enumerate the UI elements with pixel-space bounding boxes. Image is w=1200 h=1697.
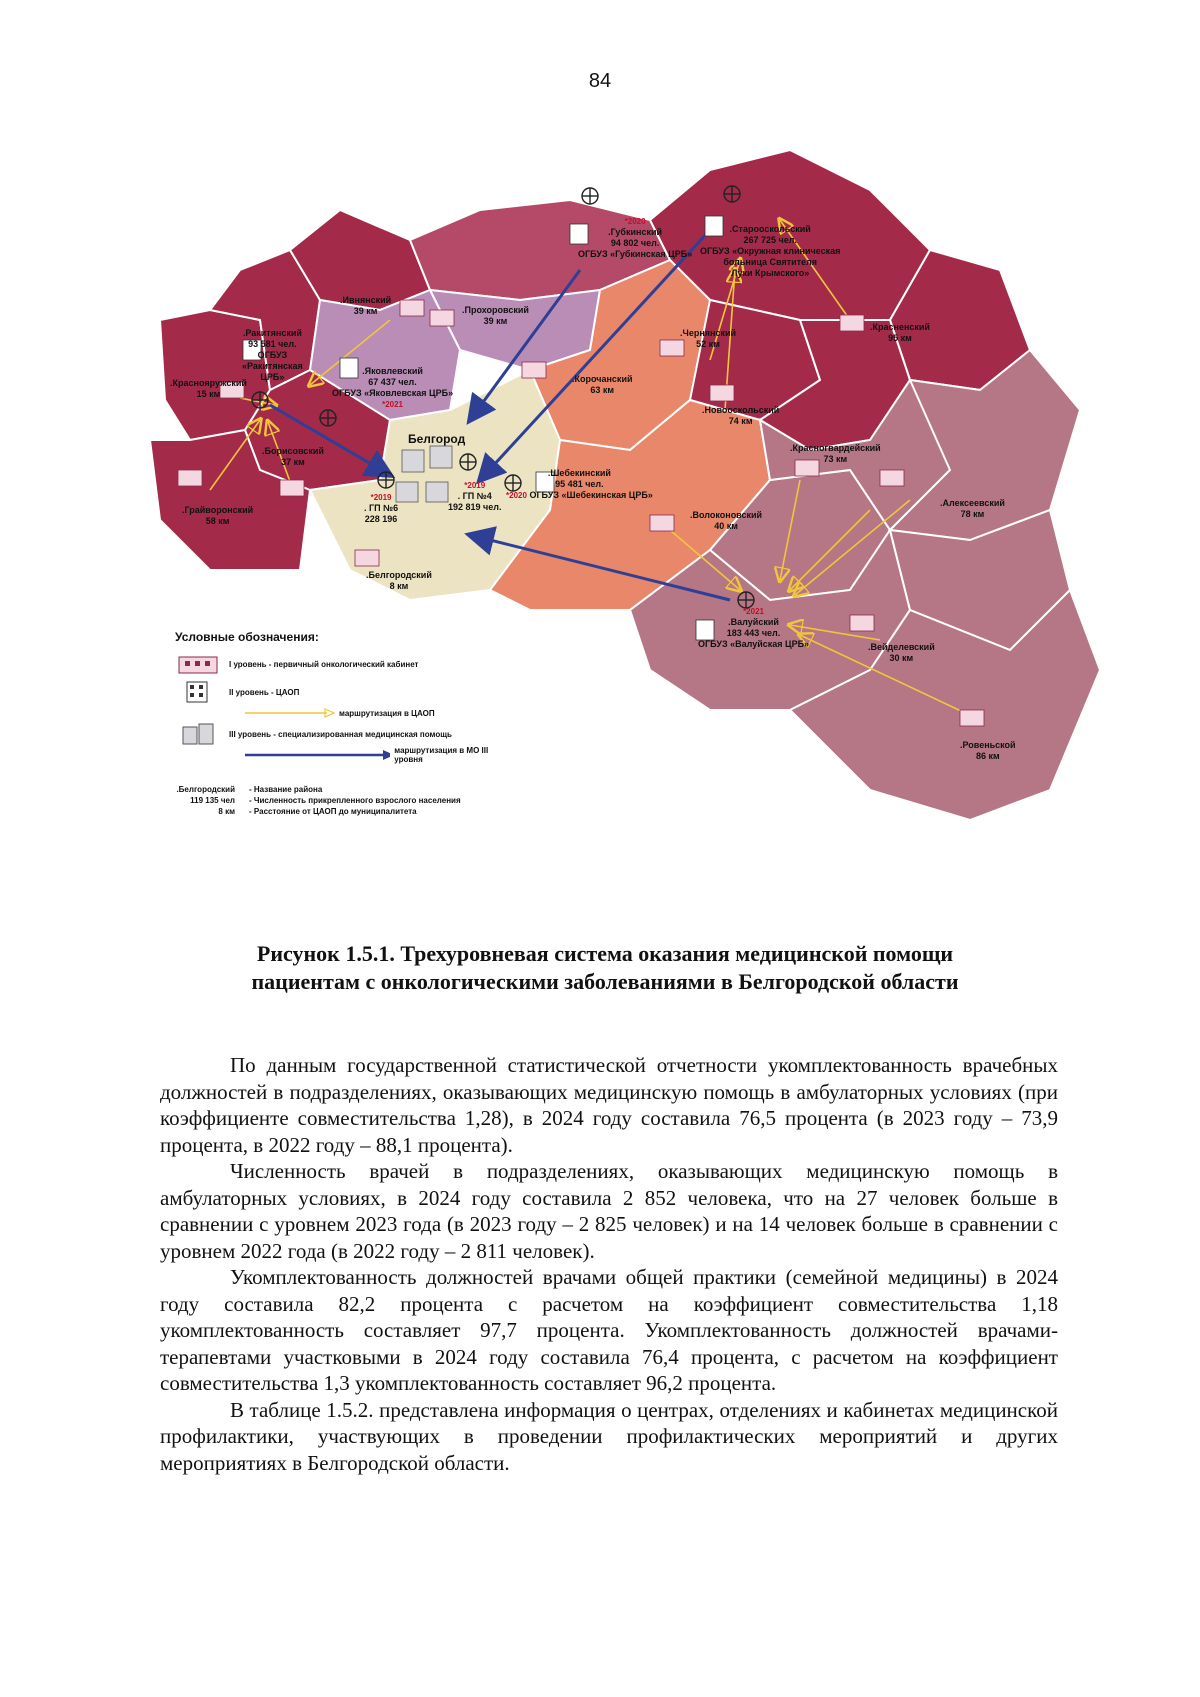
dist-alekseevsky: 78 км bbox=[960, 509, 985, 519]
label-yakovlevsky bbox=[332, 366, 453, 410]
legend-key bbox=[175, 784, 515, 817]
label-korochansky bbox=[572, 374, 633, 396]
label-borisovsky bbox=[262, 446, 324, 468]
name-starooskolsky: .Старооскольский bbox=[729, 224, 811, 234]
pop-shebekinsky: 95 481 чел. bbox=[555, 479, 604, 489]
org-shebekinsky: ОГБУЗ «Шебекинская ЦРБ» bbox=[529, 490, 653, 500]
name-shebekinsky: .Шебекинский bbox=[547, 468, 611, 478]
figure-caption bbox=[150, 940, 1060, 996]
org3-rakityansky: ЦРБ» bbox=[260, 372, 285, 382]
name-gp6: . ГП №6 bbox=[364, 503, 399, 513]
name-borisovsky: .Борисовский bbox=[262, 446, 324, 456]
label-ivnyansky bbox=[340, 295, 391, 317]
label-gp6 bbox=[364, 492, 398, 525]
name-prokhorovsky: .Прохоровский bbox=[462, 305, 529, 315]
legend-level2-row bbox=[175, 678, 515, 706]
caop-building-icon bbox=[175, 681, 221, 703]
dist-grayvoronsky: 58 км bbox=[205, 516, 230, 526]
key-expl-dist: - Расстояние от ЦАОП до муниципалитета bbox=[249, 807, 417, 816]
pop-gp6: 228 196 bbox=[364, 514, 398, 524]
label-belgorod-city bbox=[408, 432, 465, 446]
name-ivnyansky: .Ивнянский bbox=[340, 295, 392, 305]
year-yakovlevsky: *2021 bbox=[382, 400, 403, 409]
name-korochansky: .Корочанский bbox=[572, 374, 633, 384]
body-text bbox=[160, 1052, 1058, 1476]
label-valuysky bbox=[698, 606, 809, 650]
name-rovensky: .Ровеньской bbox=[960, 740, 1016, 750]
blue-arrow-icon bbox=[245, 750, 390, 760]
legend-level3-row bbox=[175, 720, 515, 748]
legend-title: Условные обозначения: bbox=[175, 630, 319, 644]
label-belgorodsky bbox=[366, 570, 432, 592]
caption-line-2: пациентам с онкологическими заболеваниями в Белгородской области bbox=[251, 969, 959, 994]
name-krasnensky: .Красненский bbox=[870, 322, 930, 332]
name-veydelevsky: .Вейделевский bbox=[868, 642, 935, 652]
clinic-icon bbox=[175, 653, 221, 675]
pop-starooskolsky: 267 725 чел. bbox=[743, 235, 797, 245]
org-yakovlevsky: ОГБУЗ «Яковлевская ЦРБ» bbox=[332, 388, 454, 398]
dist-volokonovsky: 40 км bbox=[714, 521, 738, 531]
name-alekseevsky: .Алексеевский bbox=[940, 498, 1005, 508]
org-rakityansky: ОГБУЗ bbox=[257, 350, 288, 360]
dist-ivnyansky: 39 км bbox=[353, 306, 378, 316]
dist-borisovsky: 37 км bbox=[281, 457, 305, 467]
pop-gp4: 192 819 чел. bbox=[448, 502, 502, 512]
city-name: Белгород bbox=[408, 432, 466, 446]
dist-belgorodsky: 8 км bbox=[389, 581, 409, 591]
label-veydelevsky bbox=[868, 642, 935, 664]
dist-veydelevsky: 30 км bbox=[889, 653, 914, 663]
org-gubkinsky: ОГБУЗ «Губкинская ЦРБ» bbox=[578, 249, 693, 259]
legend-route-mo3-label: маршрутизация в МО III уровня bbox=[394, 746, 489, 764]
year-gp4: *2019 bbox=[464, 481, 486, 490]
label-krasnogvardeysky bbox=[790, 443, 881, 465]
label-prokhorovsky bbox=[462, 305, 529, 327]
paragraph: Укомплектованность должностей врачами общей практики (семейной медицины) в 2024 году составила 82,2 процента с расчетом на коэффициент совместительства 1,18 укомплектованность составляет 97,7 процента. Укомплектованность должностей врачами-терапевтами участковыми в 2024 году составила 76,4 процента, с расчетом на коэффициент совместительства 1,3 укомплектованность составляет 96,2 процента. bbox=[160, 1265, 1058, 1395]
label-volokonovsky bbox=[690, 510, 762, 532]
label-gp4 bbox=[448, 480, 501, 513]
legend-route-mo3-row bbox=[245, 748, 515, 762]
label-shebekinsky bbox=[506, 468, 653, 501]
key-example-name: .Белгородский bbox=[176, 785, 235, 794]
pop-valuysky: 183 443 чел. bbox=[726, 628, 781, 638]
name-krasnogvardeysky: .Красногвардейский bbox=[790, 443, 881, 453]
dist-krasnoyaruzhsky: 15 км bbox=[196, 389, 221, 399]
dist-chernyansky: 52 км bbox=[696, 339, 720, 349]
pop-yakovlevsky: 67 437 чел. bbox=[368, 377, 417, 387]
name-belgorodsky: .Белгородский bbox=[366, 570, 432, 580]
legend-level1-label: I уровень - первичный онкологический кабинет bbox=[229, 659, 419, 669]
name-volokonovsky: .Волоконовский bbox=[690, 510, 763, 520]
label-gubkinsky bbox=[578, 216, 692, 260]
year-valuysky: *2021 bbox=[743, 607, 764, 616]
dist-krasnensky: 95 км bbox=[888, 333, 912, 343]
map-legend bbox=[175, 630, 515, 817]
label-novooskolsky bbox=[702, 405, 779, 427]
name-gubkinsky: .Губкинский bbox=[608, 227, 663, 237]
label-krasnoyaruzhsky bbox=[170, 378, 247, 400]
hospital-icon bbox=[175, 723, 221, 745]
dist-novooskolsky: 74 км bbox=[728, 416, 753, 426]
label-grayvoronsky bbox=[182, 505, 253, 527]
org3-starooskolsky: Луки Крымского» bbox=[731, 268, 810, 278]
name-valuysky: .Валуйский bbox=[728, 617, 779, 627]
legend-key-explanation bbox=[249, 784, 461, 817]
legend-route-caop-label: маршрутизация в ЦАОП bbox=[339, 708, 435, 718]
org2-rakityansky: «Ракитянская bbox=[242, 361, 303, 371]
key-example-pop: 119 135 чел bbox=[190, 796, 235, 805]
pop-gubkinsky: 94 802 чел. bbox=[610, 238, 660, 248]
label-rakityansky bbox=[242, 328, 303, 383]
dist-rovensky: 86 км bbox=[975, 751, 1000, 761]
year-gubkinsky: *2020 bbox=[624, 217, 646, 226]
label-alekseevsky bbox=[940, 498, 1005, 520]
pop-rakityansky: 93 581 чел. bbox=[248, 339, 297, 349]
label-krasnensky bbox=[870, 322, 930, 344]
legend-level1-row bbox=[175, 650, 515, 678]
paragraph: Численность врачей в подразделениях, оказывающих медицинскую помощь в амбулаторных условиях, в 2024 году составила 2 852 человека, что на 27 человек больше в сравнении с уровнем 2023 года (в 2023 году – 2 825 человек) и на 14 человек больше в сравнении с уровнем 2022 года (в 2022 году – 2 811 человек). bbox=[160, 1159, 1058, 1263]
label-starooskolsky bbox=[700, 224, 840, 279]
org-valuysky: ОГБУЗ «Валуйская ЦРБ» bbox=[698, 639, 810, 649]
name-grayvoronsky: .Грайворонский bbox=[182, 505, 254, 515]
name-gp4: . ГП №4 bbox=[457, 491, 492, 501]
label-rovensky bbox=[960, 740, 1016, 762]
year-gp6: *2019 bbox=[370, 493, 392, 502]
label-chernyansky bbox=[680, 328, 736, 350]
dist-prokhorovsky: 39 км bbox=[483, 316, 508, 326]
legend-route-caop-row bbox=[245, 706, 515, 720]
paragraph: В таблице 1.5.2. представлена информация о центрах, отделениях и кабинетах медицинской профилактики, участвующих в проведении профилактических мероприятий и других мероприятиях в Белгородской области. bbox=[160, 1397, 1058, 1475]
org-starooskolsky: ОГБУЗ «Окружная клиническая bbox=[700, 246, 841, 256]
name-chernyansky: .Чернянский bbox=[680, 328, 737, 338]
legend-level2-label: II уровень - ЦАОП bbox=[229, 687, 300, 697]
yellow-arrow-icon bbox=[245, 708, 335, 718]
dist-krasnogvardeysky: 73 км bbox=[823, 454, 848, 464]
org2-starooskolsky: больница Святителя bbox=[723, 257, 818, 267]
year-shebekinsky: *2020 bbox=[506, 491, 527, 500]
paragraph: По данным государственной статистической отчетности укомплектованность врачебных должностей в подразделениях, оказывающих медицинскую помощь в амбулаторных условиях (при коэффициенте совместительства 1,28), в 2024 году составила 76,5 процента (в 2023 году – 73,9 процента, в 2022 году – 88,1 процента). bbox=[160, 1053, 1058, 1157]
name-rakityansky: .Ракитянский bbox=[242, 328, 302, 338]
name-yakovlevsky: .Яковлевский bbox=[362, 366, 423, 376]
key-example-dist: 8 км bbox=[218, 807, 235, 816]
caption-line-1: Рисунок 1.5.1. Трехуровневая система оказания медицинской помощи bbox=[256, 941, 954, 966]
dist-korochansky: 63 км bbox=[590, 385, 615, 395]
name-krasnoyaruzhsky: .Краснояружский bbox=[170, 378, 247, 388]
legend-level3-label: III уровень - специализированная медицинская помощь bbox=[229, 729, 452, 739]
key-expl-name: - Название района bbox=[249, 785, 323, 794]
name-novooskolsky: .Новооскольский bbox=[702, 405, 780, 415]
key-expl-pop: - Численность прикрепленного взрослого населения bbox=[249, 796, 461, 805]
legend-key-example bbox=[175, 784, 235, 817]
page-number: 84 bbox=[588, 70, 612, 92]
